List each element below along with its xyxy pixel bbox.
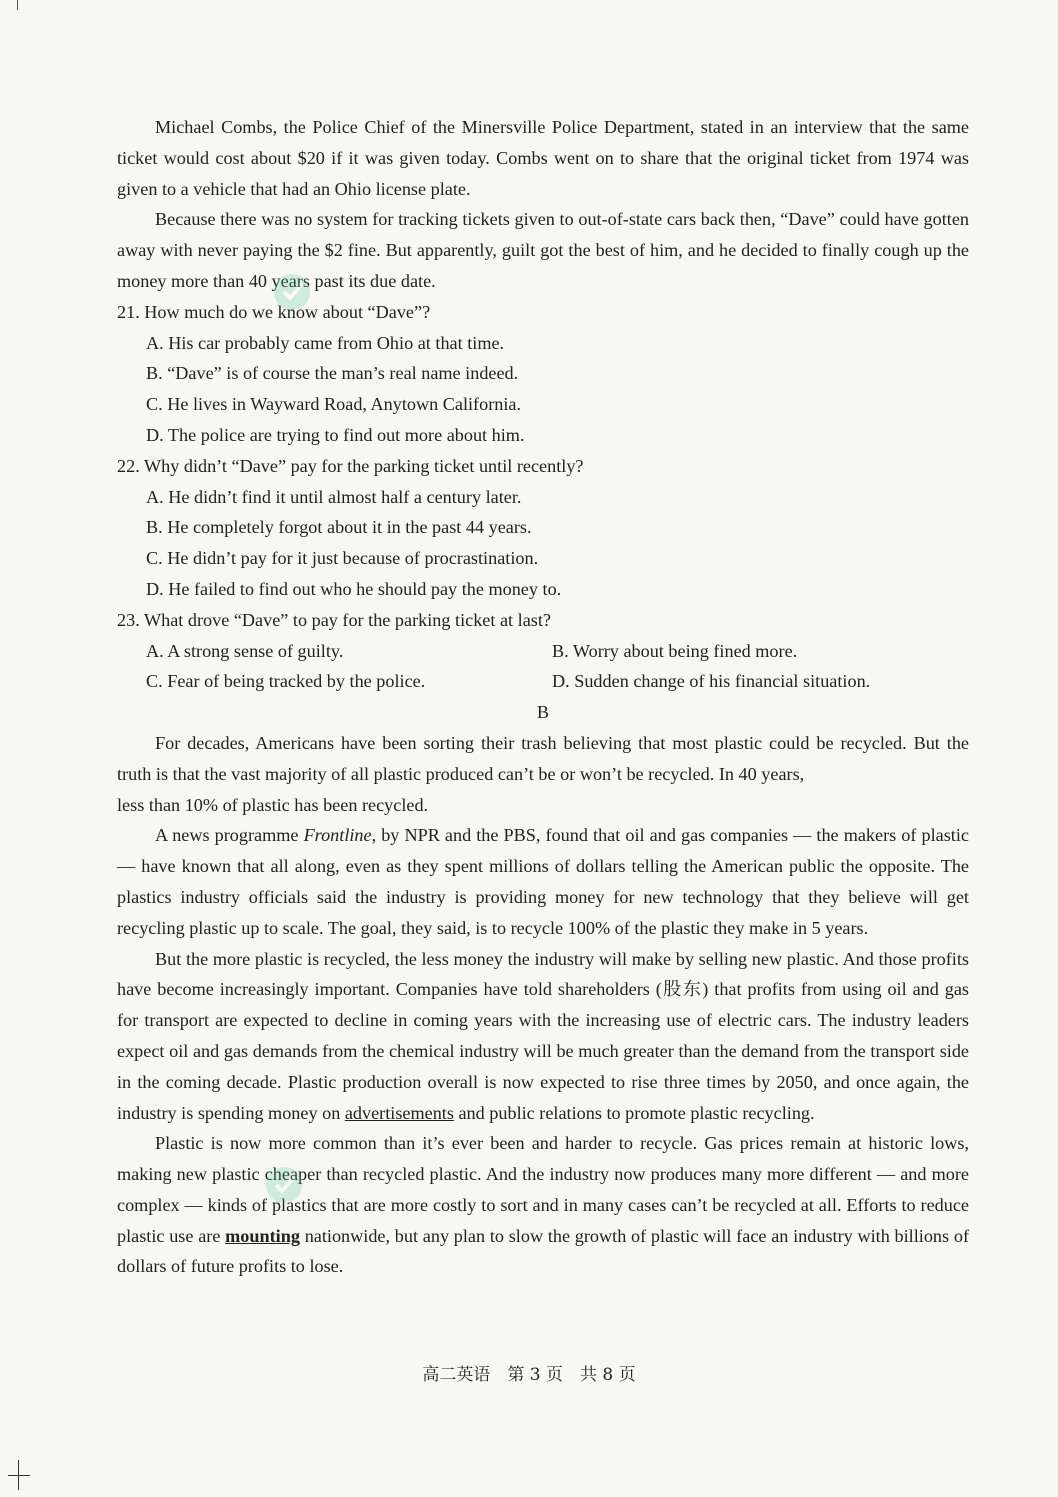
options-row-2 bbox=[117, 666, 969, 697]
passage-b-paragraph-4 bbox=[117, 1128, 969, 1282]
text-run: less than 10% of plastic has been recycled. bbox=[117, 794, 429, 815]
option-c: C. Fear of being tracked by the police. bbox=[146, 671, 426, 692]
option-c: C. He lives in Wayward Road, Anytown California. bbox=[146, 394, 522, 415]
text-run: nationwide, but any plan to slow the growth of plastic will face an industry with billions of dollars of future profits to lose. bbox=[117, 1225, 969, 1277]
watermark-logo-icon bbox=[262, 1155, 322, 1215]
crop-mark-top bbox=[17, 0, 18, 10]
option-b: B. Worry about being fined more. bbox=[552, 640, 798, 661]
crop-mark-cross bbox=[8, 1460, 30, 1490]
question-stem: 21. How much do we know about “Dave”? bbox=[117, 301, 431, 322]
passage-b-paragraph-2 bbox=[117, 820, 969, 943]
options-row-1 bbox=[117, 636, 969, 667]
option-a: A. His car probably came from Ohio at that time. bbox=[146, 332, 505, 353]
option-a: A. A strong sense of guilty. bbox=[146, 640, 344, 661]
passage-b-paragraph-3 bbox=[117, 944, 969, 1129]
option-c: C. He didn’t pay for it just because of procrastination. bbox=[146, 548, 539, 569]
option-d: D. He failed to find out who he should pay the money to. bbox=[146, 578, 562, 599]
text-run: A news programme bbox=[155, 825, 304, 846]
text-run: and public relations to promote plastic recycling. bbox=[453, 1102, 815, 1123]
option-b: B. He completely forgot about it in the past 44 years. bbox=[146, 517, 532, 538]
option-b: B. “Dave” is of course the man’s real name indeed. bbox=[146, 363, 519, 384]
page-content bbox=[117, 112, 969, 1282]
text-run: , by NPR and the PBS, found that oil and gas companies — the makers of plastic — have known that all along, even as they spent millions of dollars telling the American public the opposite. The plastics industry officials said the industry is providing money for new technology that they believe will get recycling plastic up to scale. The goal, they said, is to recycle 100% of the plastic they make in 5 years. bbox=[117, 825, 969, 938]
question-23 bbox=[117, 605, 969, 697]
option-d: D. The police are trying to find out more about him. bbox=[146, 424, 525, 445]
page-footer: 高二英语 第 3 页 共 8 页 bbox=[422, 1365, 636, 1385]
text-run: For decades, Americans have been sorting their trash believing that most plastic could be recycled. But the truth is that the vast majority of all plastic produced can’t be or won’t be recycled. In 40 years, bbox=[117, 732, 969, 784]
underlined-word: mounting bbox=[225, 1225, 300, 1246]
watermark-logo-icon bbox=[270, 262, 330, 322]
question-21 bbox=[117, 297, 969, 451]
question-22 bbox=[117, 451, 969, 605]
passage-a-paragraph-2: Because there was no system for tracking tickets given to out-of-state cars back then, “Dave” could have gotten away with never paying the $2 fine. But apparently, guilt got the best of him, and he decided to finally cough up the money more than 40 years past its due date. bbox=[117, 209, 969, 291]
text-run: But the more plastic is recycled, the less money the industry will make by selling new plastic. And those profits have become increasingly important. Companies have told shareholders (股东) that profits from using oil and gas for transport are expected to decline in coming years with the increasing use of electric cars. The industry leaders expect oil and gas demands from the chemical industry will be much greater than the demand from the transport side in the coming decade. Plastic production overall is now expected to rise three times by 2050, and once again, the industry is spending money on bbox=[117, 948, 969, 1123]
passage-b-paragraph-1 bbox=[117, 728, 969, 820]
option-a: A. He didn’t find it until almost half a century later. bbox=[146, 486, 522, 507]
question-stem: 23. What drove “Dave” to pay for the parking ticket at last? bbox=[117, 609, 551, 630]
section-heading-b: B bbox=[536, 702, 550, 723]
passage-a-paragraph-1: Michael Combs, the Police Chief of the Minersville Police Department, stated in an interview that the same ticket would cost about $20 if it was given today. Combs went on to share that the original ticket from 1974 was given to a vehicle that had an Ohio license plate. bbox=[117, 117, 969, 199]
underlined-word: advertisements bbox=[344, 1102, 454, 1123]
programme-title: Frontline bbox=[303, 825, 372, 846]
option-d: D. Sudden change of his financial situation. bbox=[552, 671, 871, 692]
question-stem: 22. Why didn’t “Dave” pay for the parking ticket until recently? bbox=[117, 455, 584, 476]
text-run: Plastic is now more common than it’s ever been and harder to recycle. Gas prices remain at historic lows, making new plastic cheaper than recycled plastic. And the industry now produces many more different — and more complex — kinds of plastics that are more costly to sort and in many cases can’t be recycled at all. Efforts to reduce plastic use are bbox=[117, 1133, 969, 1246]
